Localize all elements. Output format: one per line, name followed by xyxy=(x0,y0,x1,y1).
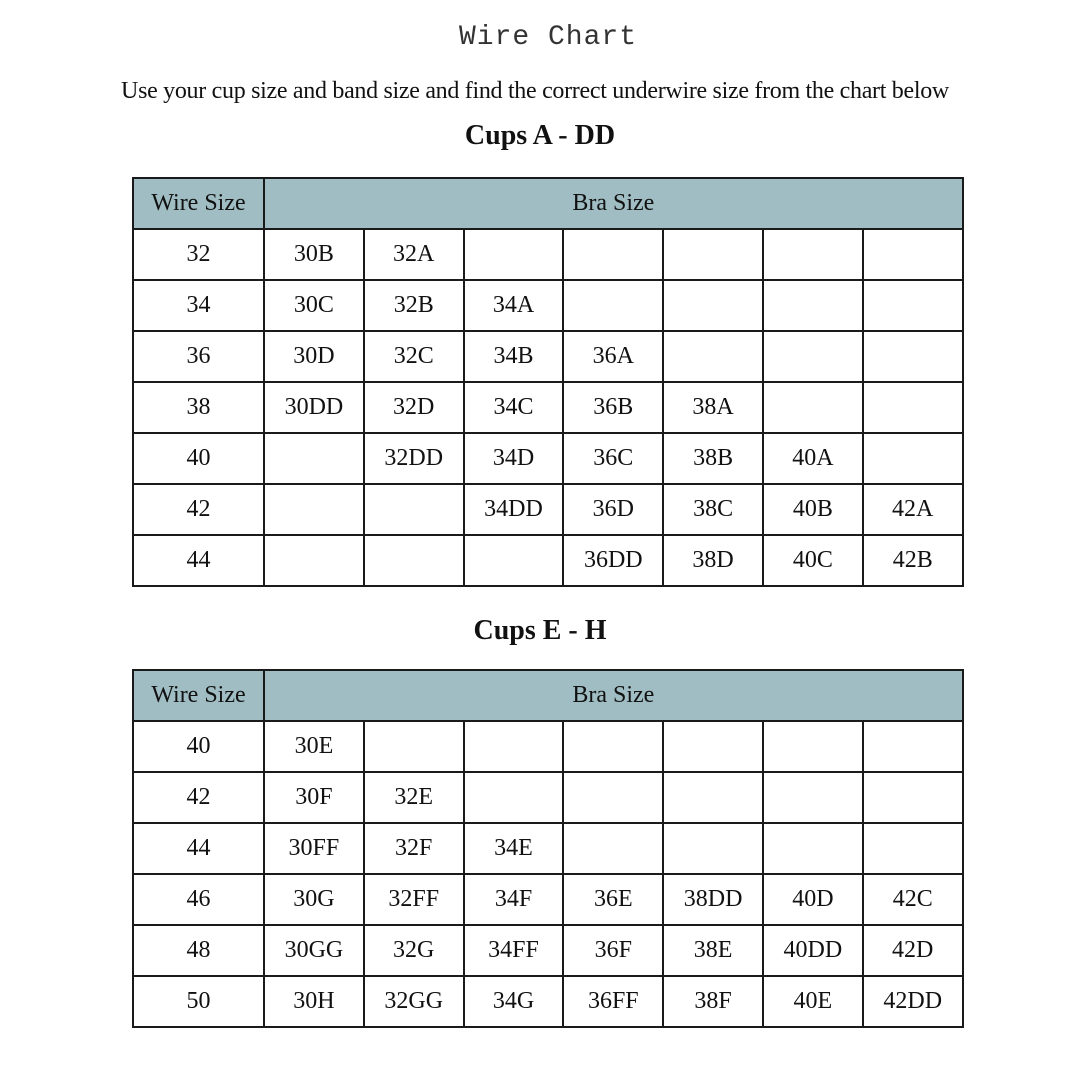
wire-size-cell: 40 xyxy=(133,433,264,484)
bra-size-cell xyxy=(763,229,863,280)
wire-size-cell: 42 xyxy=(133,772,264,823)
bra-size-cell: 32DD xyxy=(364,433,464,484)
bra-size-cell: 30B xyxy=(264,229,364,280)
bra-size-cell: 34E xyxy=(464,823,564,874)
bra-size-cell: 30FF xyxy=(264,823,364,874)
bra-size-cell xyxy=(663,280,763,331)
bra-size-cell: 32G xyxy=(364,925,464,976)
bra-size-cell xyxy=(663,331,763,382)
bra-size-cell xyxy=(464,721,564,772)
bra-size-cell xyxy=(563,280,663,331)
bra-size-cell: 42DD xyxy=(863,976,963,1027)
bra-size-cell: 34G xyxy=(464,976,564,1027)
bra-size-cell xyxy=(763,823,863,874)
bra-size-cell xyxy=(563,823,663,874)
table-row xyxy=(133,229,963,280)
table-row xyxy=(133,433,963,484)
table-row xyxy=(133,721,963,772)
wire-size-cell: 40 xyxy=(133,721,264,772)
table-row xyxy=(133,535,963,586)
section-title-cups-a-dd: Cups A - DD xyxy=(464,120,616,151)
bra-size-cell: 34FF xyxy=(464,925,564,976)
bra-size-cell xyxy=(863,382,963,433)
bra-size-cell xyxy=(364,484,464,535)
wire-size-cell: 44 xyxy=(133,823,264,874)
bra-size-cell: 32E xyxy=(364,772,464,823)
bra-size-cell xyxy=(364,721,464,772)
bra-size-cell xyxy=(763,280,863,331)
table-row xyxy=(133,331,963,382)
bra-size-cell: 34D xyxy=(464,433,564,484)
bra-size-cell: 40E xyxy=(763,976,863,1027)
bra-size-cell: 32F xyxy=(364,823,464,874)
bra-size-cell: 36DD xyxy=(563,535,663,586)
bra-size-cell xyxy=(364,535,464,586)
table-row xyxy=(133,976,963,1027)
bra-size-cell: 42B xyxy=(863,535,963,586)
page-title: Wire Chart xyxy=(458,22,638,53)
bra-size-cell xyxy=(863,721,963,772)
bra-size-cell xyxy=(863,331,963,382)
bra-size-cell: 40DD xyxy=(763,925,863,976)
bra-size-cell xyxy=(663,721,763,772)
table-row xyxy=(133,874,963,925)
bra-size-cell: 36B xyxy=(563,382,663,433)
bra-size-cell xyxy=(563,772,663,823)
section-title-cups-e-h: Cups E - H xyxy=(473,615,607,646)
bra-size-cell: 40A xyxy=(763,433,863,484)
bra-size-cell: 30F xyxy=(264,772,364,823)
bra-size-header: Bra Size xyxy=(264,670,963,721)
bra-size-cell: 30D xyxy=(264,331,364,382)
bra-size-cell: 34F xyxy=(464,874,564,925)
bra-size-cell xyxy=(264,535,364,586)
bra-size-cell xyxy=(464,535,564,586)
intro-text: Use your cup size and band size and find the correct underwire size from the chart below xyxy=(121,78,949,104)
bra-size-cell: 32FF xyxy=(364,874,464,925)
wire-size-header: Wire Size xyxy=(133,670,264,721)
bra-size-cell: 38C xyxy=(663,484,763,535)
bra-size-cell: 34B xyxy=(464,331,564,382)
bra-size-cell: 32B xyxy=(364,280,464,331)
bra-size-cell: 42C xyxy=(863,874,963,925)
bra-size-cell xyxy=(763,772,863,823)
bra-size-cell: 30DD xyxy=(264,382,364,433)
bra-size-cell: 40D xyxy=(763,874,863,925)
bra-size-cell xyxy=(763,331,863,382)
bra-size-cell xyxy=(464,772,564,823)
bra-size-cell: 38B xyxy=(663,433,763,484)
bra-size-cell: 30E xyxy=(264,721,364,772)
bra-size-cell: 40C xyxy=(763,535,863,586)
bra-size-cell xyxy=(563,721,663,772)
bra-size-cell: 32GG xyxy=(364,976,464,1027)
wire-table-cups-e-h xyxy=(132,669,964,1028)
wire-size-cell: 50 xyxy=(133,976,264,1027)
bra-size-cell: 36FF xyxy=(563,976,663,1027)
bra-size-cell: 36A xyxy=(563,331,663,382)
bra-size-cell: 30GG xyxy=(264,925,364,976)
bra-size-cell: 42A xyxy=(863,484,963,535)
bra-size-cell: 34C xyxy=(464,382,564,433)
bra-size-cell xyxy=(464,229,564,280)
wire-size-cell: 48 xyxy=(133,925,264,976)
table-row xyxy=(133,823,963,874)
wire-size-cell: 32 xyxy=(133,229,264,280)
bra-size-cell: 36F xyxy=(563,925,663,976)
table-row xyxy=(133,280,963,331)
bra-size-cell: 38DD xyxy=(663,874,763,925)
table-row xyxy=(133,382,963,433)
bra-size-cell: 38E xyxy=(663,925,763,976)
bra-size-cell xyxy=(264,484,364,535)
bra-size-cell xyxy=(863,772,963,823)
table-row xyxy=(133,484,963,535)
table-row xyxy=(133,925,963,976)
bra-size-cell: 32A xyxy=(364,229,464,280)
bra-size-cell: 30G xyxy=(264,874,364,925)
bra-size-cell: 30H xyxy=(264,976,364,1027)
wire-size-cell: 38 xyxy=(133,382,264,433)
bra-size-cell: 38D xyxy=(663,535,763,586)
bra-size-cell: 34A xyxy=(464,280,564,331)
wire-size-cell: 34 xyxy=(133,280,264,331)
bra-size-cell xyxy=(663,823,763,874)
table-row xyxy=(133,772,963,823)
wire-size-cell: 42 xyxy=(133,484,264,535)
bra-size-cell xyxy=(663,229,763,280)
wire-size-cell: 44 xyxy=(133,535,264,586)
table-header-row xyxy=(133,178,963,229)
bra-size-cell: 32C xyxy=(364,331,464,382)
bra-size-cell: 38F xyxy=(663,976,763,1027)
bra-size-cell xyxy=(763,382,863,433)
bra-size-cell xyxy=(563,229,663,280)
bra-size-cell: 42D xyxy=(863,925,963,976)
wire-size-header: Wire Size xyxy=(133,178,264,229)
bra-size-cell: 34DD xyxy=(464,484,564,535)
bra-size-cell: 40B xyxy=(763,484,863,535)
wire-table-cups-a-dd xyxy=(132,177,964,587)
bra-size-cell: 36C xyxy=(563,433,663,484)
wire-size-cell: 46 xyxy=(133,874,264,925)
bra-size-cell xyxy=(763,721,863,772)
bra-size-cell xyxy=(863,229,963,280)
bra-size-cell xyxy=(863,433,963,484)
bra-size-cell: 36E xyxy=(563,874,663,925)
bra-size-cell: 30C xyxy=(264,280,364,331)
bra-size-cell xyxy=(264,433,364,484)
bra-size-header: Bra Size xyxy=(264,178,963,229)
table-header-row xyxy=(133,670,963,721)
bra-size-cell xyxy=(863,280,963,331)
bra-size-cell xyxy=(663,772,763,823)
bra-size-cell xyxy=(863,823,963,874)
bra-size-cell: 36D xyxy=(563,484,663,535)
bra-size-cell: 32D xyxy=(364,382,464,433)
wire-size-cell: 36 xyxy=(133,331,264,382)
bra-size-cell: 38A xyxy=(663,382,763,433)
